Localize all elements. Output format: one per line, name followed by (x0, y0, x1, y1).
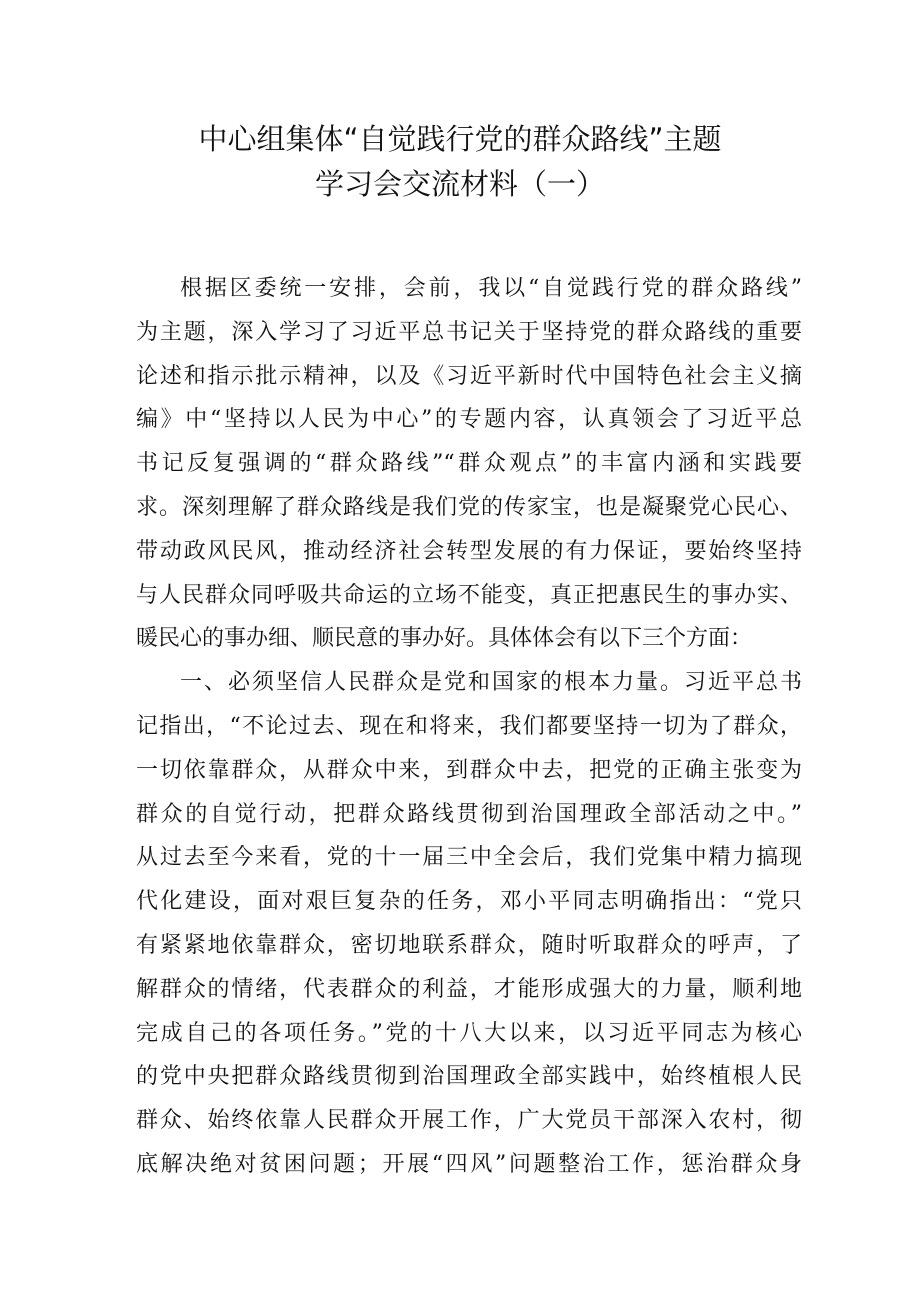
paragraph-line: 从过去至今来看，党的十一届三中全会后，我们党集中精力搞现 (136, 845, 802, 871)
paragraph-section-one (136, 661, 802, 1187)
paragraph-line: 一、必须坚信人民群众是党和国家的根本力量。习近平总书 (180, 670, 802, 696)
paragraph-line: 根据区委统一安排，会前，我以“自觉践行党的群众路线” (180, 276, 802, 301)
paragraph-line: 底解决绝对贫困问题；开展“四风”问题整治工作，惩治群众身 (136, 1151, 802, 1177)
paragraph-line: 一切依靠群众，从群众中来，到群众中去，把党的正确主张变为 (136, 757, 802, 783)
paragraph-intro (136, 267, 802, 661)
paragraph-line: 编》中“坚持以人民为中心”的专题内容，认真领会了习近平总 (136, 407, 802, 433)
paragraph-line: 的党中央把群众路线贯彻到治国理政全部实践中，始终植根人民 (136, 1064, 802, 1090)
paragraph-line: 论述和指示批示精神，以及《习近平新时代中国特色社会主义摘 (136, 363, 802, 389)
document-body (136, 267, 802, 1187)
paragraph-line: 为主题，深入学习了习近平总书记关于坚持党的群众路线的重要 (136, 319, 802, 345)
paragraph-line: 有紧紧地依靠群众，密切地联系群众，随时听取群众的呼声，了 (136, 932, 802, 958)
paragraph-line: 与人民群众同呼吸共命运的立场不能变，真正把惠民生的事办实、 (136, 582, 802, 608)
paragraph-line: 书记反复强调的“群众路线”“群众观点”的丰富内涵和实践要 (136, 451, 802, 477)
paragraph-line: 完成自己的各项任务。”党的十八大以来，以习近平同志为核心 (136, 1020, 802, 1046)
paragraph-line: 代化建设，面对艰巨复杂的任务，邓小平同志明确指出：“党只 (136, 889, 802, 915)
paragraph-line: 暖民心的事办细、顺民意的事办好。具体体会有以下三个方面： (136, 626, 753, 652)
document-title-line-1: 中心组集体“自觉践行党的群众路线”主题 (198, 122, 722, 156)
paragraph-line: 求。深刻理解了群众路线是我们党的传家宝，也是凝聚党心民心、 (136, 494, 802, 520)
paragraph-line: 带动政风民风，推动经济社会转型发展的有力保证，要始终坚持 (136, 538, 802, 564)
paragraph-line: 记指出，“不论过去、现在和将来，我们都要坚持一切为了群众， (136, 713, 802, 739)
paragraph-line: 解群众的情绪，代表群众的利益，才能形成强大的力量，顺利地 (136, 976, 802, 1002)
paragraph-line: 群众、始终依靠人民群众开展工作，广大党员干部深入农村，彻 (136, 1108, 802, 1134)
document-title-line-2: 学习会交流材料（一） (314, 167, 605, 201)
paragraph-line: 群众的自觉行动，把群众路线贯彻到治国理政全部活动之中。” (136, 801, 802, 827)
